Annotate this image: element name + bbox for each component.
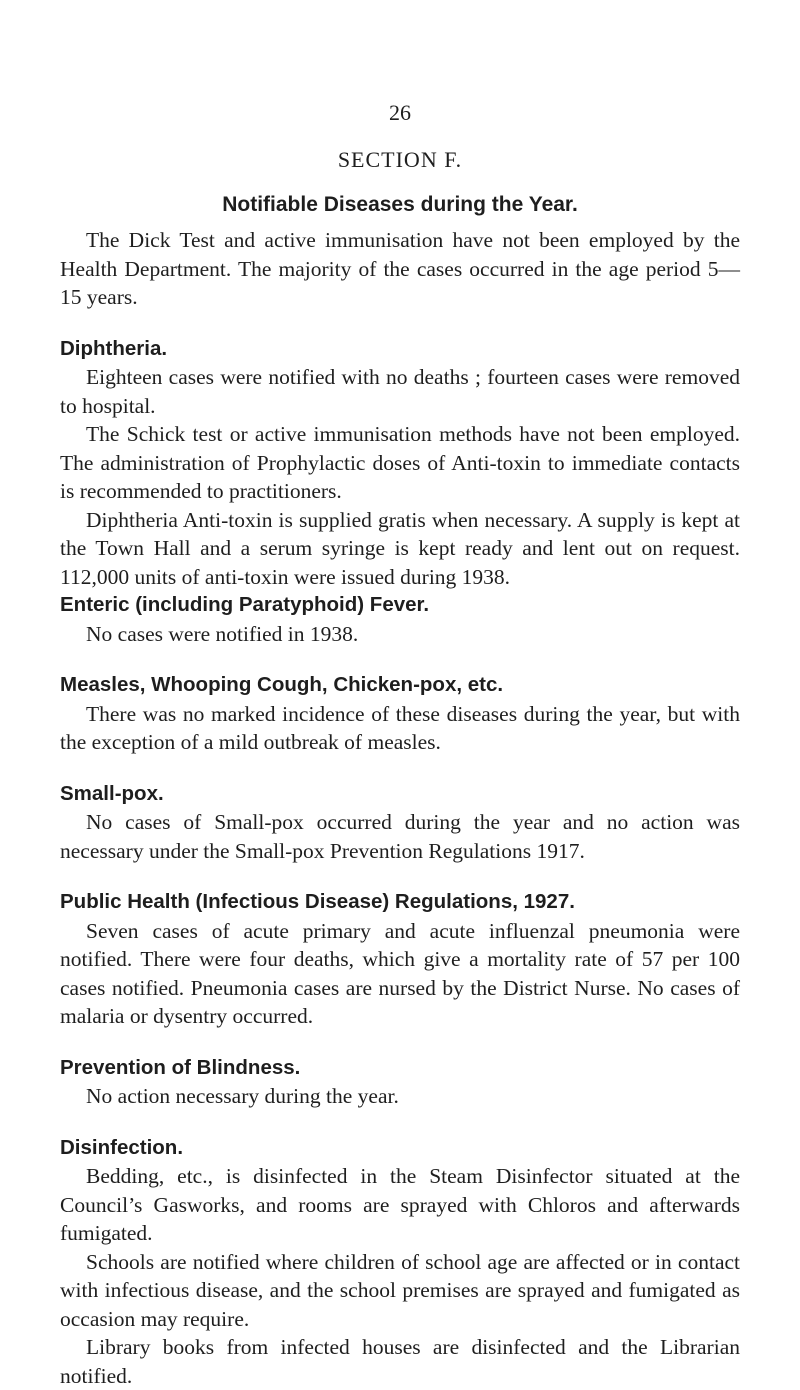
enteric-paragraph-1: No cases were notified in 1938.: [86, 621, 359, 646]
document-body: [60, 226, 740, 1390]
disinfection-heading: Disinfection.: [60, 1135, 184, 1159]
disinfection-paragraph-2: Schools are notified where children of school age are affected or in contact with infectious disease, and the school premises are sprayed and fumigated as occasion may require.: [60, 1249, 740, 1331]
public-health-paragraph-1: Seven cases of acute primary and acute influenzal pneumonia were notified. There were four deaths, which give a mortality rate of 57 per 100 cases notified. Pneumonia cases are nursed by the District Nurse. No cases of malaria or dysentry occurred.: [60, 918, 740, 1028]
smallpox-heading: Small-pox.: [60, 781, 164, 805]
blindness-paragraph-1: No action necessary during the year.: [86, 1084, 399, 1108]
page-number: 26: [389, 100, 411, 125]
disinfection-paragraph-3: Library books from infected houses are disinfected and the Librarian notified.: [60, 1335, 740, 1388]
measles-paragraph-1: There was no marked incidence of these diseases during the year, but with the exception of a mild outbreak of measles.: [60, 701, 740, 754]
diphtheria-paragraph-3: Diphtheria Anti-toxin is supplied gratis when necessary. A supply is kept at the Town Hall and a serum syringe is kept ready and lent out on request. 112,000 units of anti-toxin were issued during 1938.: [60, 507, 740, 589]
public-health-heading: Public Health (Infectious Disease) Regulations, 1927.: [60, 890, 575, 913]
enteric-heading: Enteric (including Paratyphoid) Fever.: [60, 593, 430, 616]
diphtheria-heading: Diphtheria.: [60, 336, 168, 360]
diphtheria-paragraph-1: Eighteen cases were notified with no deaths ; fourteen cases were removed to hospital.: [60, 365, 740, 418]
diphtheria-paragraph-2: The Schick test or active immunisation methods have not been employed. The administration of Prophylactic doses of Anti-toxin to immediate contacts is recommended to practitioners.: [60, 422, 740, 503]
blindness-heading: Prevention of Blindness.: [60, 1055, 301, 1079]
section-heading: Notifiable Diseases during the Year.: [222, 193, 578, 216]
section-label: SECTION F.: [337, 147, 463, 172]
intro-paragraph: The Dick Test and active immunisation have not been employed by the Health Department. The majority of the cases occurred in the age period 5—15 years.: [60, 228, 740, 309]
smallpox-paragraph-1: No cases of Small-pox occurred during the year and no action was necessary under the Small-pox Prevention Regulations 1917.: [60, 810, 740, 863]
disinfection-paragraph-1: Bedding, etc., is disinfected in the Steam Disinfector situated at the Council’s Gasworks, and rooms are sprayed with Chloros and afterwards fumigated.: [60, 1164, 740, 1245]
measles-heading: Measles, Whooping Cough, Chicken-pox, etc.: [60, 673, 504, 696]
